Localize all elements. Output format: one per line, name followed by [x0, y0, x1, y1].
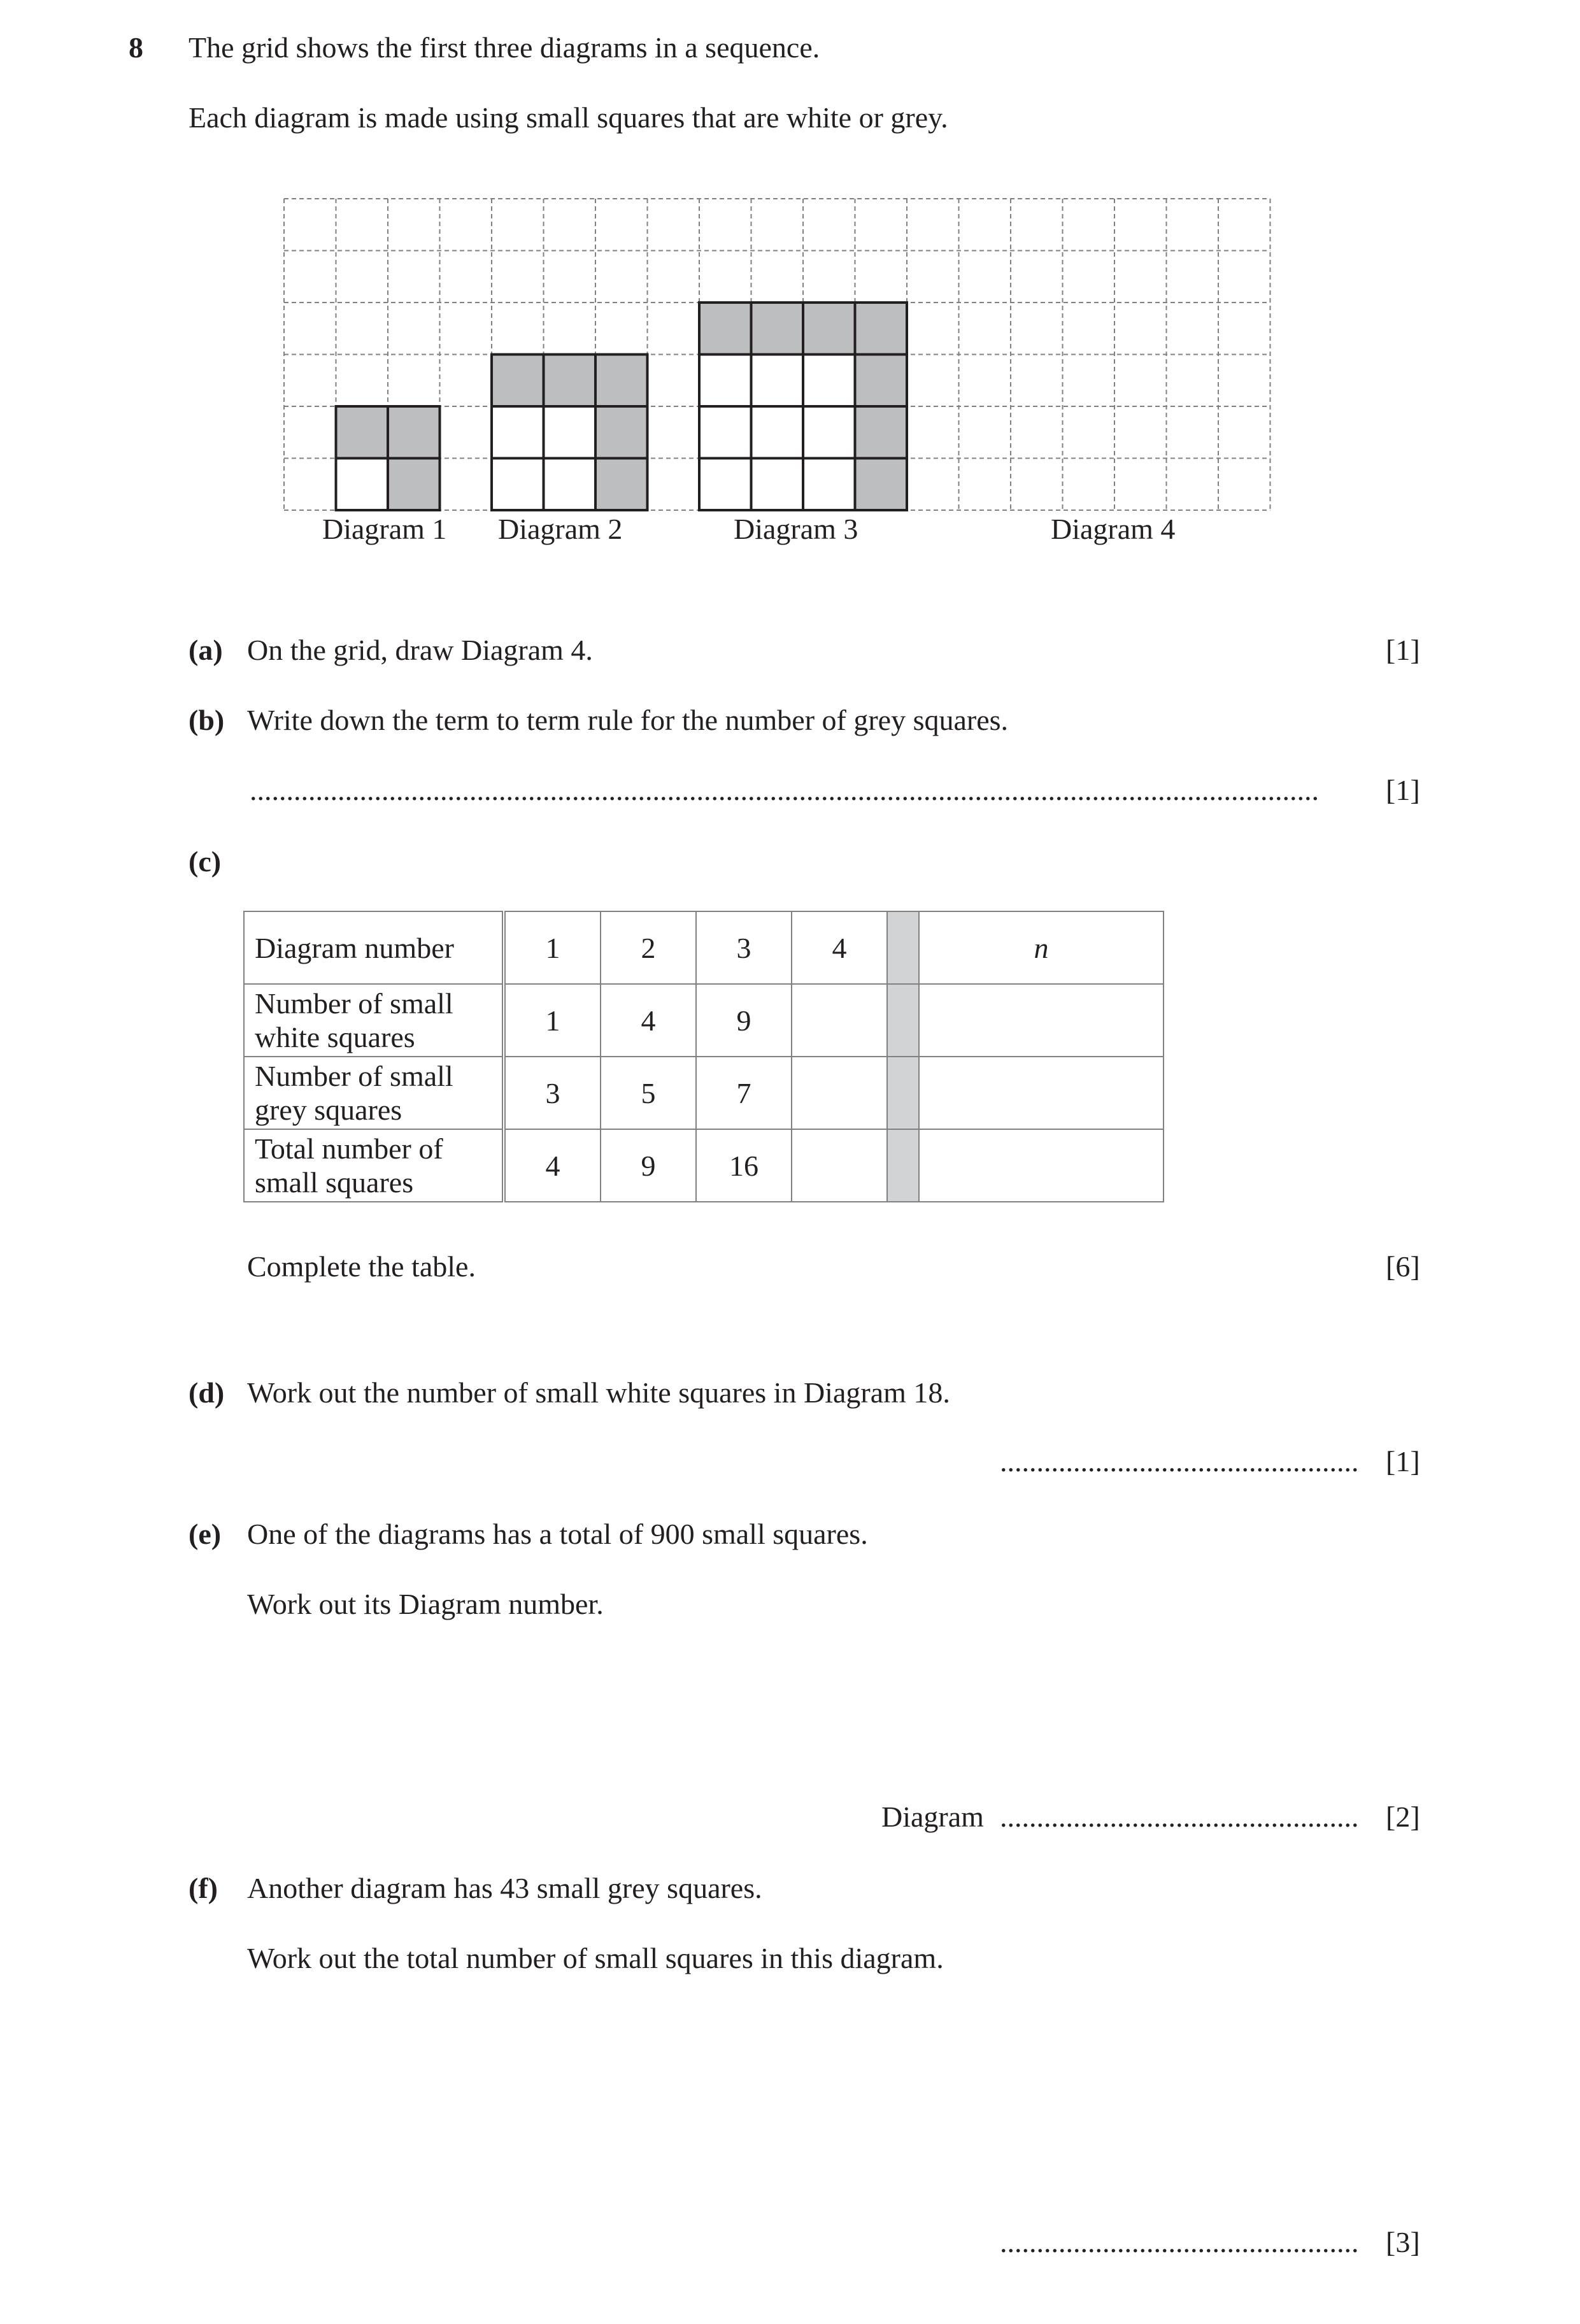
table-row-total — [244, 1129, 1164, 1202]
white-square — [751, 459, 804, 511]
answer-cell[interactable] — [792, 1129, 887, 1202]
part-e-text-2: Work out its Diagram number. — [247, 1588, 604, 1620]
part-a-label: (a) — [189, 634, 223, 666]
table-cell: 3 — [696, 911, 792, 984]
answer-cell[interactable] — [792, 1057, 887, 1129]
part-a-marks: [1] — [1386, 634, 1420, 666]
table-shaded-gap — [887, 911, 919, 984]
grey-square — [388, 406, 440, 459]
grey-square — [855, 355, 907, 407]
white-square — [544, 459, 596, 511]
white-square — [492, 459, 544, 511]
grey-square — [699, 303, 751, 355]
part-f-text: Another diagram has 43 small grey squares. — [247, 1872, 762, 1904]
table-header-label: Diagram number — [244, 911, 504, 984]
part-c-label: (c) — [189, 845, 222, 878]
white-square — [544, 406, 596, 459]
grey-square — [855, 406, 907, 459]
part-d-answer-line[interactable]: ................................................. — [1000, 1447, 1359, 1476]
white-square — [751, 406, 804, 459]
table-cell: 1 — [504, 911, 601, 984]
part-e-answer-prefix: Diagram — [881, 1800, 984, 1833]
table-cell: 4 — [792, 911, 887, 984]
answer-cell-n[interactable] — [919, 1129, 1164, 1202]
white-square — [803, 459, 855, 511]
sequence-table — [243, 911, 1164, 1202]
intro-line-1: The grid shows the first three diagrams in a sequence. — [189, 31, 820, 64]
part-d-label: (d) — [189, 1376, 225, 1409]
table-shaded-gap — [887, 984, 919, 1057]
grey-square — [336, 406, 388, 459]
part-c-instruction: Complete the table. — [247, 1250, 476, 1283]
diagram-4-label: Diagram 4 — [1051, 513, 1176, 545]
white-square — [803, 355, 855, 407]
white-square — [699, 406, 751, 459]
grey-square — [855, 303, 907, 355]
table-shaded-gap — [887, 1057, 919, 1129]
table-shaded-gap — [887, 1129, 919, 1202]
table-cell: 5 — [601, 1057, 696, 1129]
part-d-marks: [1] — [1386, 1445, 1420, 1478]
grey-square — [803, 303, 855, 355]
grey-square — [388, 459, 440, 511]
table-row-label: Total number of small squares — [244, 1129, 504, 1202]
grey-square — [751, 303, 804, 355]
grey-square — [595, 459, 648, 511]
table-row-label: Number of small white squares — [244, 984, 504, 1057]
part-b-marks: [1] — [1386, 774, 1420, 806]
table-cell-n: n — [919, 911, 1164, 984]
table-cell: 16 — [696, 1129, 792, 1202]
table-cell: 4 — [504, 1129, 601, 1202]
white-square — [751, 355, 804, 407]
grey-square — [544, 355, 596, 407]
diagram-grid[interactable] — [0, 0, 1580, 573]
table-row-header — [244, 911, 1164, 984]
part-b-answer-line[interactable]: .................................................................................................................................................. — [250, 776, 1319, 805]
diagram-3-label: Diagram 3 — [734, 513, 858, 545]
part-d-text: Work out the number of small white squares in Diagram 18. — [247, 1376, 950, 1409]
part-f-label: (f) — [189, 1872, 218, 1904]
part-b-text: Write down the term to term rule for the number of grey squares. — [247, 704, 1009, 736]
part-f-marks: [3] — [1386, 2226, 1420, 2258]
part-e-marks: [2] — [1386, 1800, 1420, 1833]
intro-line-2: Each diagram is made using small squares that are white or grey. — [189, 101, 948, 134]
table-cell: 2 — [601, 911, 696, 984]
table-cell: 9 — [696, 984, 792, 1057]
part-b-label: (b) — [189, 704, 225, 736]
question-number: 8 — [129, 31, 143, 64]
part-f-answer-line[interactable]: ................................................. — [1000, 2228, 1359, 2257]
part-e-answer-line[interactable]: ................................................. — [1000, 1802, 1359, 1832]
part-e-text: One of the diagrams has a total of 900 small squares. — [247, 1518, 868, 1550]
part-f-text-2: Work out the total number of small squares in this diagram. — [247, 1942, 944, 1974]
grey-square — [595, 355, 648, 407]
grey-square — [855, 459, 907, 511]
table-cell: 1 — [504, 984, 601, 1057]
diagram-squares — [336, 303, 907, 510]
answer-cell-n[interactable] — [919, 1057, 1164, 1129]
diagram-1-label: Diagram 1 — [322, 513, 447, 545]
answer-cell-n[interactable] — [919, 984, 1164, 1057]
table-row-grey — [244, 1057, 1164, 1129]
part-e-label: (e) — [189, 1518, 222, 1550]
part-c-marks: [6] — [1386, 1250, 1420, 1283]
white-square — [492, 406, 544, 459]
table-cell: 3 — [504, 1057, 601, 1129]
table-row-label: Number of small grey squares — [244, 1057, 504, 1129]
diagram-2-label: Diagram 2 — [498, 513, 623, 545]
grey-square — [492, 355, 544, 407]
white-square — [336, 459, 388, 511]
table-cell: 9 — [601, 1129, 696, 1202]
table-row-white — [244, 984, 1164, 1057]
white-square — [803, 406, 855, 459]
white-square — [699, 355, 751, 407]
part-a-text: On the grid, draw Diagram 4. — [247, 634, 593, 666]
table-cell: 4 — [601, 984, 696, 1057]
grey-square — [595, 406, 648, 459]
table-cell: 7 — [696, 1057, 792, 1129]
white-square — [699, 459, 751, 511]
answer-cell[interactable] — [792, 984, 887, 1057]
